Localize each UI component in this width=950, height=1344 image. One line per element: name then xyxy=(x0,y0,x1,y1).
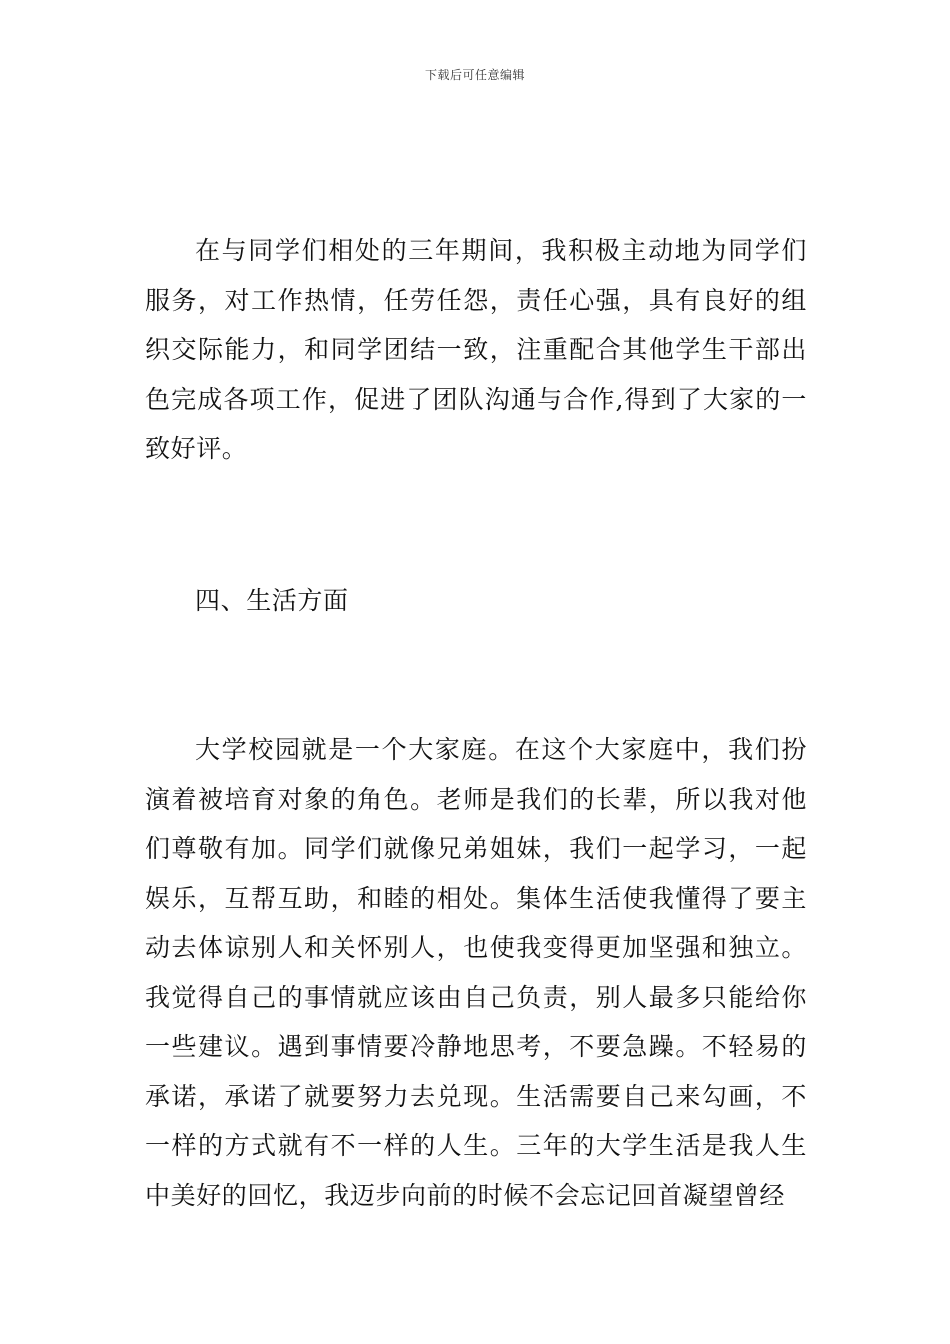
header-note: 下载后可任意编辑 xyxy=(424,68,525,82)
section-heading-life: 四、生活方面 xyxy=(195,586,349,615)
paragraph-campus-life: 大学校园就是一个大家庭。在这个大家庭中，我们扮演着被培育对象的角色。老师是我们的长辈，所以我对他们尊敬有加。同学们就像兄弟姐妹，我们一起学习，一起娱乐，互帮互助，和睦的相处。集体生活使我懂得了要主动去体谅别人和关怀别人，也使我变得更加坚强和独立。我觉得自己的事情就应该由自己负责，别人最多只能给你一些建议。遇到事情要冷静地思考，不要急躁。不轻易的承诺，承诺了就要努力去兑现。生活需要自己来勾画，不一样的方式就有不一样的人生。三年的大学生活是我人生中美好的回忆，我迈步向前的时候不会忘记回首凝望曾经 xyxy=(145,735,807,1210)
paragraph-work-service: 在与同学们相处的三年期间，我积极主动地为同学们服务，对工作热情，任劳任怨，责任心强，具有良好的组织交际能力，和同学团结一致，注重配合其他学生干部出色完成各项工作，促进了团队沟通与合作,得到了大家的一致好评。 xyxy=(145,236,807,463)
